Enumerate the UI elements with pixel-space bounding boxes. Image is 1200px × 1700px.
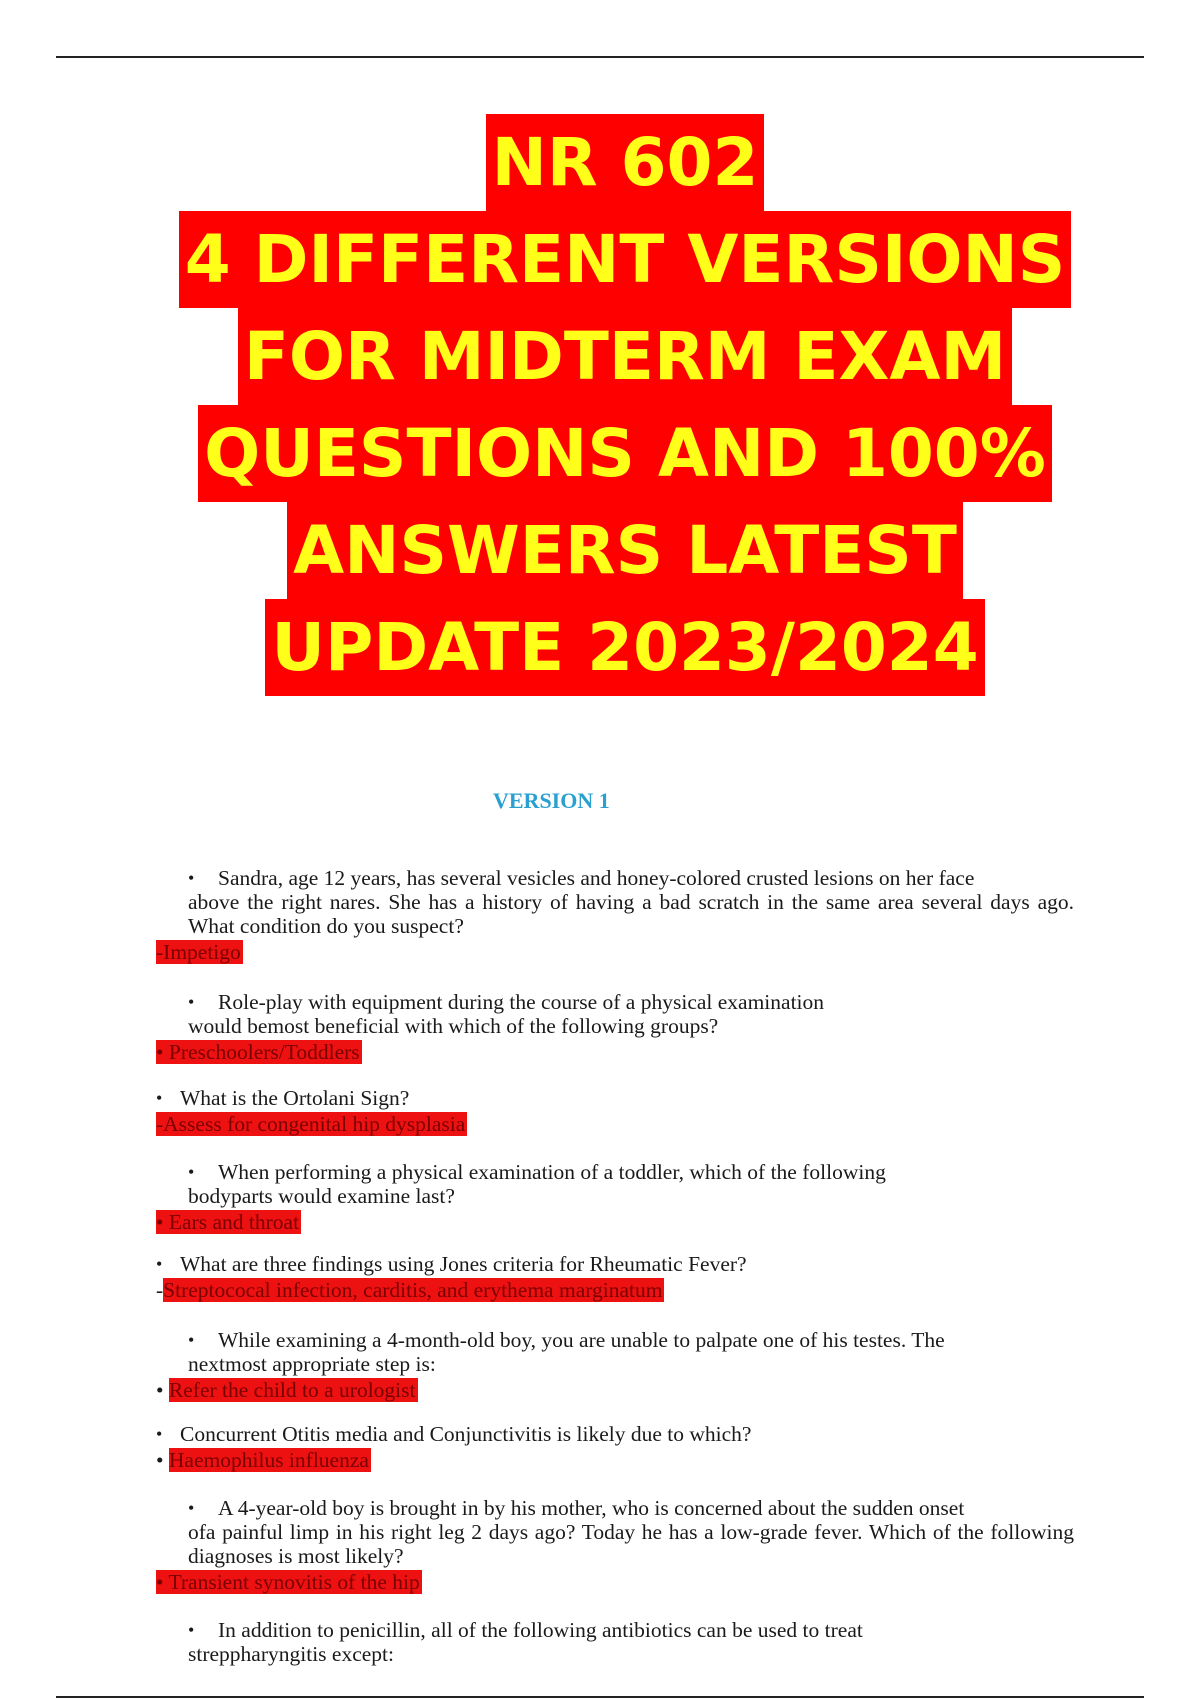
answer-prefix: • xyxy=(156,1448,169,1472)
question-continuation: bodyparts would examine last? xyxy=(188,1184,455,1208)
question-block-9 xyxy=(0,1618,1200,1666)
question-text xyxy=(0,1618,1200,1666)
question-continuation: streppharyngitis except: xyxy=(188,1642,394,1666)
bullet-icon: • xyxy=(188,1498,195,1518)
question-text xyxy=(0,1422,1200,1446)
top-rule xyxy=(56,56,1144,58)
question-continuation: would bemost beneficial with which of the following groups? xyxy=(188,1014,719,1038)
question-block-6 xyxy=(0,1328,1200,1402)
title-line-5: ANSWERS LATEST xyxy=(287,502,963,599)
bullet-icon: • xyxy=(188,1330,195,1350)
question-block-5 xyxy=(0,1252,1200,1302)
bullet-icon: • xyxy=(188,1162,195,1182)
question-line: What is the Ortolani Sign? xyxy=(180,1086,410,1110)
answer-prefix: • xyxy=(156,1378,169,1402)
answer-highlight: Haemophilus influenza xyxy=(168,1448,369,1472)
question-line: What are three findings using Jones criteria for Rheumatic Fever? xyxy=(180,1252,747,1276)
question-text xyxy=(0,1328,1200,1376)
answer-highlight: • Transient synovitis of the hip xyxy=(156,1570,420,1594)
question-block-8 xyxy=(0,1496,1200,1594)
title-line-1: NR 602 xyxy=(486,114,765,211)
question-text xyxy=(0,1086,1200,1110)
bullet-icon: • xyxy=(188,992,195,1012)
question-continuation: above the right nares. She has a history of having a bad scratch in the same area several days ago. What condition do you suspect? xyxy=(188,890,1074,938)
answer-highlight: • Ears and throat xyxy=(156,1210,300,1234)
question-first-line: A 4-year-old boy is brought in by his mother, who is concerned about the sudden onset xyxy=(218,1496,965,1520)
bullet-icon: • xyxy=(156,1254,163,1274)
bullet-icon: • xyxy=(156,1088,163,1108)
answer-highlight: Streptococal infection, carditis, and erythema marginatum xyxy=(163,1278,663,1302)
bullet-icon: • xyxy=(156,1424,163,1444)
title-line-6: UPDATE 2023/2024 xyxy=(265,599,984,696)
question-continuation: nextmost appropriate step is: xyxy=(188,1352,436,1376)
bottom-rule xyxy=(56,1696,1144,1698)
bullet-icon: • xyxy=(188,1620,195,1640)
answer-highlight: • Preschoolers/Toddlers xyxy=(156,1040,360,1064)
title-line-2: 4 DIFFERENT VERSIONS xyxy=(179,211,1072,308)
answer-highlight: -Assess for congenital hip dysplasia xyxy=(156,1112,466,1136)
question-line: Concurrent Otitis media and Conjunctivitis is likely due to which? xyxy=(180,1422,752,1446)
question-first-line: Role-play with equipment during the course of a physical examination xyxy=(218,990,825,1014)
question-text xyxy=(0,1160,1200,1208)
bullet-icon: • xyxy=(188,868,195,888)
question-first-line: While examining a 4-month-old boy, you are unable to palpate one of his testes. The xyxy=(218,1328,945,1352)
document-title xyxy=(0,114,1200,696)
question-text xyxy=(0,990,1200,1038)
question-first-line: In addition to penicillin, all of the following antibiotics can be used to treat xyxy=(218,1618,863,1642)
question-text xyxy=(0,1252,1200,1276)
question-block-7 xyxy=(0,1422,1200,1472)
title-line-3: FOR MIDTERM EXAM xyxy=(238,308,1012,405)
version-heading: VERSION 1 xyxy=(493,788,610,813)
question-block-4 xyxy=(0,1160,1200,1234)
question-block-3 xyxy=(0,1086,1200,1136)
question-text xyxy=(0,1496,1200,1568)
question-first-line: When performing a physical examination of a toddler, which of the following xyxy=(218,1160,886,1184)
answer-highlight: Refer the child to a urologist xyxy=(168,1378,416,1402)
answer-prefix: - xyxy=(156,1278,164,1302)
question-continuation: ofa painful limp in his right leg 2 days ago? Today he has a low-grade fever. Which of the following diagnoses is most likely? xyxy=(188,1520,1074,1568)
question-block-1 xyxy=(0,866,1200,964)
question-block-2 xyxy=(0,990,1200,1064)
question-text xyxy=(0,866,1200,938)
answer-highlight: -Impetigo xyxy=(156,940,241,964)
question-first-line: Sandra, age 12 years, has several vesicles and honey-colored crusted lesions on her face xyxy=(218,866,975,890)
title-line-4: QUESTIONS AND 100% xyxy=(198,405,1052,502)
